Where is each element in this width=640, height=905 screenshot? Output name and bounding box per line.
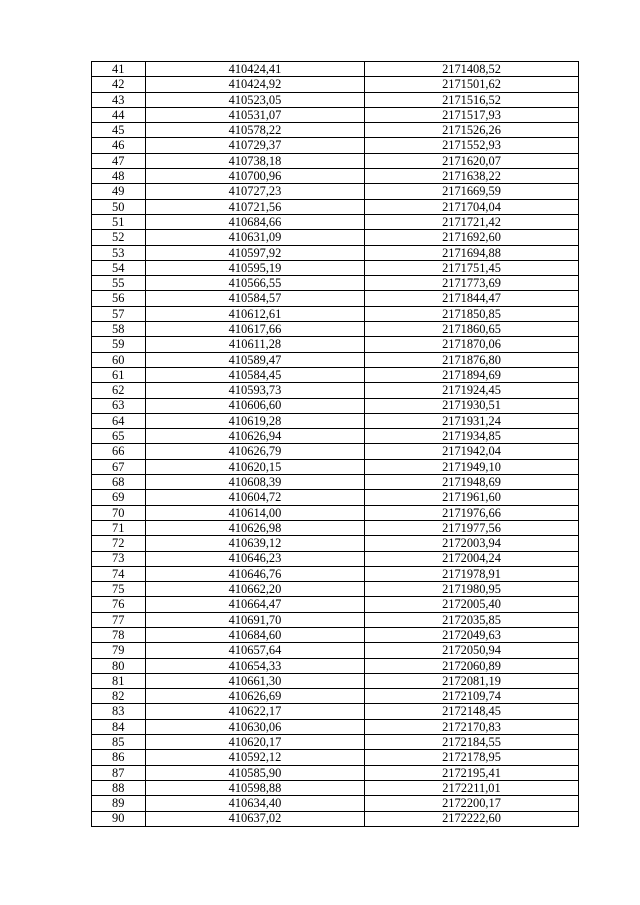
y-coordinate-cell: 2171844,47 <box>365 291 579 306</box>
x-coordinate-cell: 410729,37 <box>146 138 365 153</box>
y-coordinate-cell: 2172005,40 <box>365 597 579 612</box>
y-coordinate-cell: 2171942,04 <box>365 444 579 459</box>
x-coordinate-cell: 410626,94 <box>146 429 365 444</box>
x-coordinate-cell: 410608,39 <box>146 475 365 490</box>
y-coordinate-cell: 2171931,24 <box>365 413 579 428</box>
table-row <box>92 551 579 566</box>
table-row <box>92 322 579 337</box>
table-row <box>92 765 579 780</box>
table-row <box>92 566 579 581</box>
point-number-cell: 58 <box>92 322 146 337</box>
y-coordinate-cell: 2171751,45 <box>365 260 579 275</box>
table-row <box>92 184 579 199</box>
y-coordinate-cell: 2172049,63 <box>365 627 579 642</box>
y-coordinate-cell: 2172109,74 <box>365 689 579 704</box>
x-coordinate-cell: 410626,79 <box>146 444 365 459</box>
table-row <box>92 352 579 367</box>
y-coordinate-cell: 2172195,41 <box>365 765 579 780</box>
table-row <box>92 429 579 444</box>
point-number-cell: 46 <box>92 138 146 153</box>
x-coordinate-cell: 410617,66 <box>146 322 365 337</box>
point-number-cell: 51 <box>92 214 146 229</box>
point-number-cell: 88 <box>92 780 146 795</box>
table-row <box>92 245 579 260</box>
table-row <box>92 62 579 77</box>
y-coordinate-cell: 2172081,19 <box>365 673 579 688</box>
x-coordinate-cell: 410634,40 <box>146 796 365 811</box>
point-number-cell: 77 <box>92 612 146 627</box>
x-coordinate-cell: 410646,76 <box>146 566 365 581</box>
y-coordinate-cell: 2172060,89 <box>365 658 579 673</box>
x-coordinate-cell: 410614,00 <box>146 505 365 520</box>
point-number-cell: 67 <box>92 459 146 474</box>
y-coordinate-cell: 2171894,69 <box>365 367 579 382</box>
table-row <box>92 260 579 275</box>
point-number-cell: 52 <box>92 230 146 245</box>
x-coordinate-cell: 410637,02 <box>146 811 365 826</box>
point-number-cell: 76 <box>92 597 146 612</box>
table-row <box>92 750 579 765</box>
y-coordinate-cell: 2172148,45 <box>365 704 579 719</box>
point-number-cell: 70 <box>92 505 146 520</box>
x-coordinate-cell: 410589,47 <box>146 352 365 367</box>
y-coordinate-cell: 2172170,83 <box>365 719 579 734</box>
x-coordinate-cell: 410566,55 <box>146 276 365 291</box>
table-row <box>92 276 579 291</box>
x-coordinate-cell: 410604,72 <box>146 490 365 505</box>
y-coordinate-cell: 2172200,17 <box>365 796 579 811</box>
y-coordinate-cell: 2172003,94 <box>365 536 579 551</box>
x-coordinate-cell: 410584,45 <box>146 367 365 382</box>
y-coordinate-cell: 2172184,55 <box>365 735 579 750</box>
y-coordinate-cell: 2172222,60 <box>365 811 579 826</box>
x-coordinate-cell: 410626,69 <box>146 689 365 704</box>
table-row <box>92 735 579 750</box>
y-coordinate-cell: 2171948,69 <box>365 475 579 490</box>
x-coordinate-cell: 410584,57 <box>146 291 365 306</box>
x-coordinate-cell: 410626,98 <box>146 520 365 535</box>
x-coordinate-cell: 410654,33 <box>146 658 365 673</box>
table-row <box>92 689 579 704</box>
x-coordinate-cell: 410661,30 <box>146 673 365 688</box>
table-row <box>92 398 579 413</box>
point-number-cell: 71 <box>92 520 146 535</box>
y-coordinate-cell: 2171516,52 <box>365 92 579 107</box>
x-coordinate-cell: 410592,12 <box>146 750 365 765</box>
table-row <box>92 413 579 428</box>
point-number-cell: 68 <box>92 475 146 490</box>
table-row <box>92 612 579 627</box>
table-row <box>92 475 579 490</box>
point-number-cell: 80 <box>92 658 146 673</box>
x-coordinate-cell: 410611,28 <box>146 337 365 352</box>
point-number-cell: 44 <box>92 107 146 122</box>
x-coordinate-cell: 410585,90 <box>146 765 365 780</box>
y-coordinate-cell: 2171408,52 <box>365 62 579 77</box>
table-row <box>92 520 579 535</box>
y-coordinate-cell: 2171704,04 <box>365 199 579 214</box>
y-coordinate-cell: 2171949,10 <box>365 459 579 474</box>
table-row <box>92 107 579 122</box>
y-coordinate-cell: 2172050,94 <box>365 643 579 658</box>
y-coordinate-cell: 2171976,66 <box>365 505 579 520</box>
x-coordinate-cell: 410721,56 <box>146 199 365 214</box>
y-coordinate-cell: 2171924,45 <box>365 383 579 398</box>
point-number-cell: 41 <box>92 62 146 77</box>
table-row <box>92 230 579 245</box>
point-number-cell: 56 <box>92 291 146 306</box>
x-coordinate-cell: 410606,60 <box>146 398 365 413</box>
point-number-cell: 55 <box>92 276 146 291</box>
x-coordinate-cell: 410727,23 <box>146 184 365 199</box>
x-coordinate-cell: 410620,17 <box>146 735 365 750</box>
x-coordinate-cell: 410691,70 <box>146 612 365 627</box>
table-row <box>92 505 579 520</box>
point-number-cell: 65 <box>92 429 146 444</box>
x-coordinate-cell: 410598,88 <box>146 780 365 795</box>
point-number-cell: 59 <box>92 337 146 352</box>
table-row <box>92 597 579 612</box>
table-row <box>92 153 579 168</box>
x-coordinate-cell: 410424,41 <box>146 62 365 77</box>
y-coordinate-cell: 2171876,80 <box>365 352 579 367</box>
point-number-cell: 78 <box>92 627 146 642</box>
x-coordinate-cell: 410662,20 <box>146 582 365 597</box>
y-coordinate-cell: 2171773,69 <box>365 276 579 291</box>
point-number-cell: 85 <box>92 735 146 750</box>
point-number-cell: 45 <box>92 123 146 138</box>
point-number-cell: 64 <box>92 413 146 428</box>
x-coordinate-cell: 410684,60 <box>146 627 365 642</box>
table-row <box>92 627 579 642</box>
point-number-cell: 82 <box>92 689 146 704</box>
table-row <box>92 383 579 398</box>
point-number-cell: 75 <box>92 582 146 597</box>
table-row <box>92 367 579 382</box>
point-number-cell: 49 <box>92 184 146 199</box>
point-number-cell: 54 <box>92 260 146 275</box>
y-coordinate-cell: 2171977,56 <box>365 520 579 535</box>
x-coordinate-cell: 410738,18 <box>146 153 365 168</box>
y-coordinate-cell: 2171526,26 <box>365 123 579 138</box>
y-coordinate-cell: 2171620,07 <box>365 153 579 168</box>
point-number-cell: 69 <box>92 490 146 505</box>
y-coordinate-cell: 2171930,51 <box>365 398 579 413</box>
x-coordinate-cell: 410595,19 <box>146 260 365 275</box>
table-row <box>92 337 579 352</box>
x-coordinate-cell: 410630,06 <box>146 719 365 734</box>
table-row <box>92 199 579 214</box>
y-coordinate-cell: 2172178,95 <box>365 750 579 765</box>
point-number-cell: 87 <box>92 765 146 780</box>
y-coordinate-cell: 2171501,62 <box>365 77 579 92</box>
x-coordinate-cell: 410664,47 <box>146 597 365 612</box>
point-number-cell: 83 <box>92 704 146 719</box>
x-coordinate-cell: 410578,22 <box>146 123 365 138</box>
y-coordinate-cell: 2171552,93 <box>365 138 579 153</box>
point-number-cell: 84 <box>92 719 146 734</box>
table-row <box>92 490 579 505</box>
point-number-cell: 53 <box>92 245 146 260</box>
table-row <box>92 780 579 795</box>
y-coordinate-cell: 2171692,60 <box>365 230 579 245</box>
y-coordinate-cell: 2171961,60 <box>365 490 579 505</box>
point-number-cell: 79 <box>92 643 146 658</box>
table-row <box>92 306 579 321</box>
y-coordinate-cell: 2171980,95 <box>365 582 579 597</box>
point-number-cell: 43 <box>92 92 146 107</box>
x-coordinate-cell: 410597,92 <box>146 245 365 260</box>
x-coordinate-cell: 410424,92 <box>146 77 365 92</box>
point-number-cell: 89 <box>92 796 146 811</box>
point-number-cell: 72 <box>92 536 146 551</box>
table-row <box>92 704 579 719</box>
y-coordinate-cell: 2171860,65 <box>365 322 579 337</box>
x-coordinate-cell: 410620,15 <box>146 459 365 474</box>
y-coordinate-cell: 2171638,22 <box>365 169 579 184</box>
y-coordinate-cell: 2172211,01 <box>365 780 579 795</box>
table-row <box>92 444 579 459</box>
point-number-cell: 86 <box>92 750 146 765</box>
x-coordinate-cell: 410700,96 <box>146 169 365 184</box>
y-coordinate-cell: 2171694,88 <box>365 245 579 260</box>
table-row <box>92 658 579 673</box>
point-number-cell: 48 <box>92 169 146 184</box>
point-number-cell: 62 <box>92 383 146 398</box>
table-row <box>92 459 579 474</box>
y-coordinate-cell: 2171669,59 <box>365 184 579 199</box>
y-coordinate-cell: 2171934,85 <box>365 429 579 444</box>
y-coordinate-cell: 2172004,24 <box>365 551 579 566</box>
point-number-cell: 42 <box>92 77 146 92</box>
point-number-cell: 81 <box>92 673 146 688</box>
table-row <box>92 92 579 107</box>
table-row <box>92 138 579 153</box>
point-number-cell: 73 <box>92 551 146 566</box>
y-coordinate-cell: 2172035,85 <box>365 612 579 627</box>
x-coordinate-cell: 410622,17 <box>146 704 365 719</box>
table-row <box>92 811 579 826</box>
point-number-cell: 90 <box>92 811 146 826</box>
coordinates-table <box>91 61 579 827</box>
table-row <box>92 291 579 306</box>
y-coordinate-cell: 2171517,93 <box>365 107 579 122</box>
x-coordinate-cell: 410631,09 <box>146 230 365 245</box>
x-coordinate-cell: 410612,61 <box>146 306 365 321</box>
table-row <box>92 536 579 551</box>
table-row <box>92 582 579 597</box>
table-row <box>92 673 579 688</box>
point-number-cell: 63 <box>92 398 146 413</box>
point-number-cell: 47 <box>92 153 146 168</box>
y-coordinate-cell: 2171850,85 <box>365 306 579 321</box>
point-number-cell: 57 <box>92 306 146 321</box>
point-number-cell: 74 <box>92 566 146 581</box>
x-coordinate-cell: 410593,73 <box>146 383 365 398</box>
point-number-cell: 50 <box>92 199 146 214</box>
table-row <box>92 169 579 184</box>
table-row <box>92 214 579 229</box>
y-coordinate-cell: 2171870,06 <box>365 337 579 352</box>
y-coordinate-cell: 2171721,42 <box>365 214 579 229</box>
y-coordinate-cell: 2171978,91 <box>365 566 579 581</box>
x-coordinate-cell: 410523,05 <box>146 92 365 107</box>
x-coordinate-cell: 410531,07 <box>146 107 365 122</box>
point-number-cell: 66 <box>92 444 146 459</box>
coordinates-table-body <box>92 62 579 827</box>
x-coordinate-cell: 410639,12 <box>146 536 365 551</box>
x-coordinate-cell: 410646,23 <box>146 551 365 566</box>
point-number-cell: 60 <box>92 352 146 367</box>
table-row <box>92 123 579 138</box>
table-row <box>92 643 579 658</box>
table-row <box>92 77 579 92</box>
table-row <box>92 719 579 734</box>
point-number-cell: 61 <box>92 367 146 382</box>
x-coordinate-cell: 410657,64 <box>146 643 365 658</box>
table-row <box>92 796 579 811</box>
x-coordinate-cell: 410684,66 <box>146 214 365 229</box>
x-coordinate-cell: 410619,28 <box>146 413 365 428</box>
